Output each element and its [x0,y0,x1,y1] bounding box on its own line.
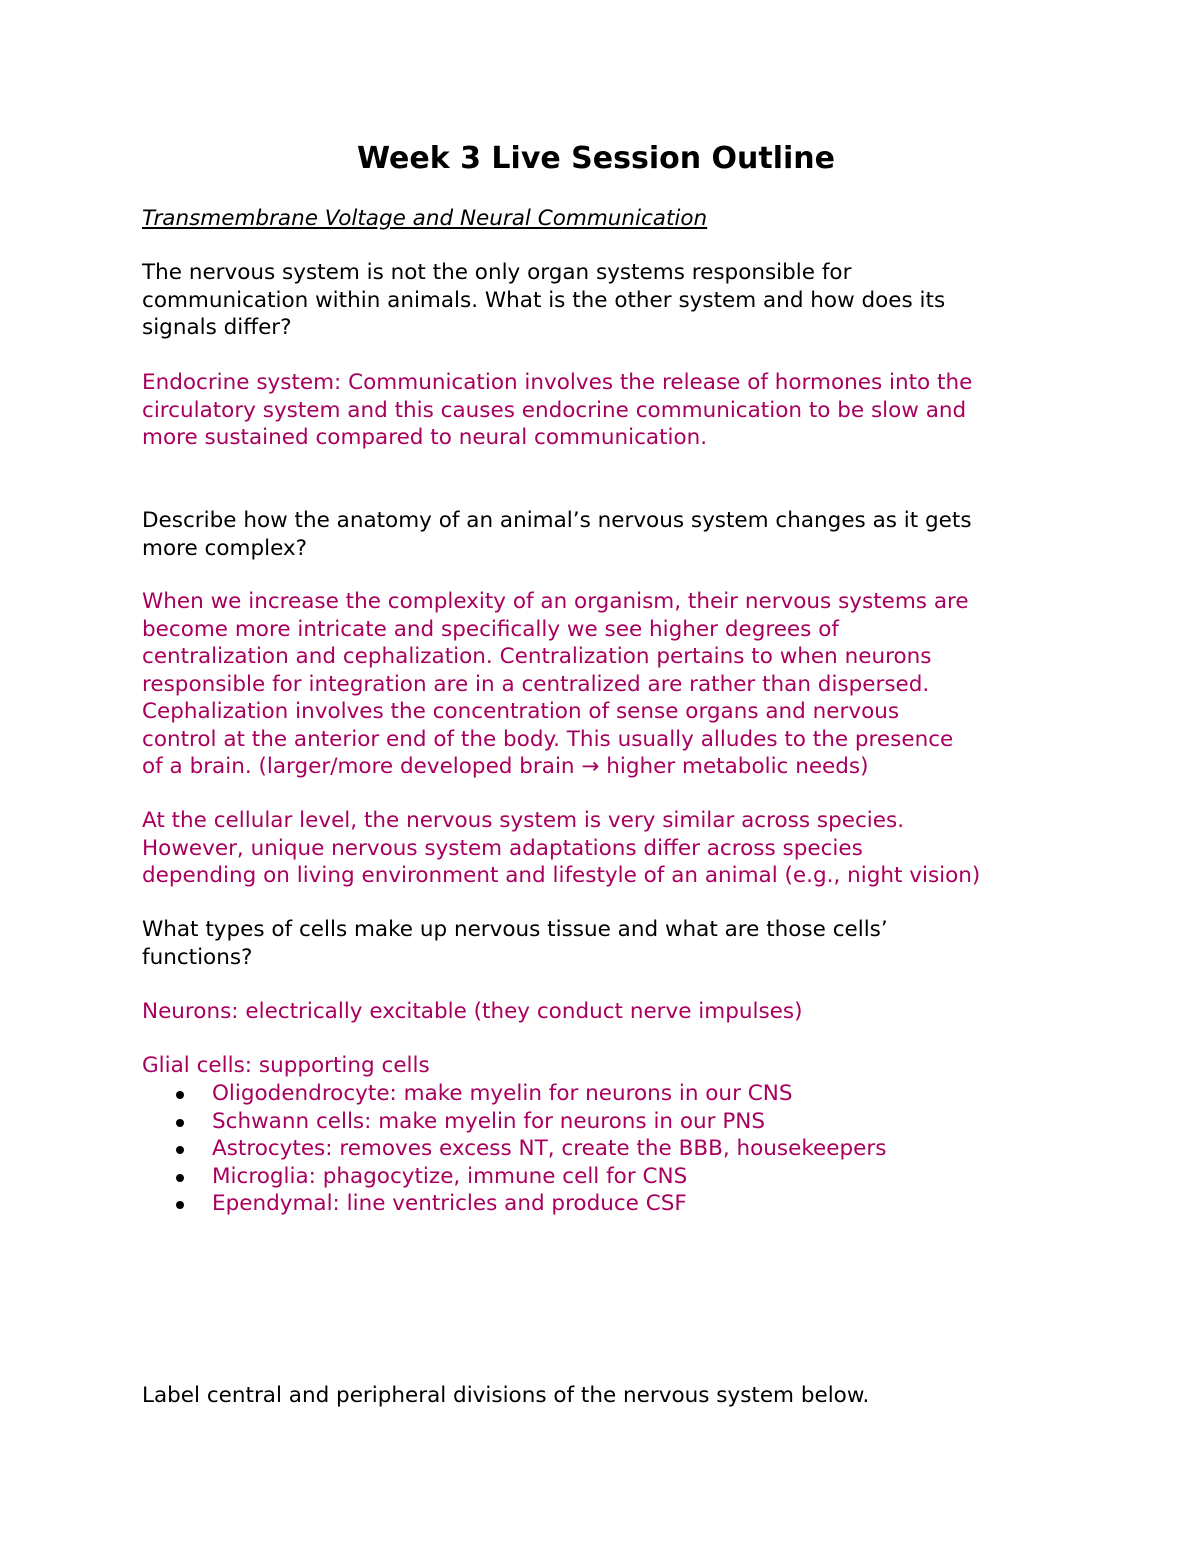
answer-1-line: circulatory system and this causes endocrine communication to be slow and [142,397,967,423]
bullet-icon [176,1146,184,1154]
final-prompt [142,1382,1072,1410]
bullet-icon [176,1201,184,1209]
question-1-line: signals differ? [142,315,292,340]
list-item-text: Schwann cells: make myelin for neurons in our PNS [212,1108,766,1134]
answer-1-line: Endocrine system: Communication involves the release of hormones into the [142,370,973,395]
answer-2-line: become more intricate and specifically we see higher degrees of [142,616,839,642]
question-2 [142,507,1072,562]
answer-2-line: control at the anterior end of the body. This usually alludes to the presence [142,726,954,752]
bullet-icon [176,1119,184,1127]
answer-2-line: When we increase the complexity of an organism, their nervous systems are [142,589,969,614]
answer-2-line: Cephalization involves the concentration of sense organs and nervous [142,699,900,724]
bullet-icon [176,1091,184,1099]
question-3-line: What types of cells make up nervous tissue and what are those cells’ [142,917,888,942]
section-subtitle: Transmembrane Voltage and Neural Communication [142,206,708,231]
list-item-text: Oligodendrocyte: make myelin for neurons in our CNS [212,1081,793,1106]
glial-heading [142,1052,1072,1080]
glial-heading-line: Glial cells: supporting cells [142,1053,430,1078]
answer-2-line: centralization and cephalization. Centralization pertains to when neurons [142,644,932,669]
answer-3 [142,807,1072,890]
answer-3-line: At the cellular level, the nervous system is very similar across species. [142,808,905,833]
list-item-text: Ependymal: line ventricles and produce CSF [212,1191,687,1216]
answer-2-last-line [142,753,1072,781]
list-item [142,1135,886,1163]
list-item [142,1163,886,1191]
answer-3-line: However, unique nervous system adaptations differ across species [142,835,863,861]
list-item-text: Microglia: phagocytize, immune cell for CNS [212,1163,688,1189]
answer-1-line: more sustained compared to neural communication. [142,425,708,450]
final-prompt-line: Label central and peripheral divisions of the nervous system below. [142,1383,870,1408]
question-1-line: The nervous system is not the only organ systems responsible for [142,260,852,285]
glial-cell-list [142,1080,886,1218]
neurons-answer [142,998,1072,1026]
bullet-icon [176,1174,184,1182]
question-1 [142,259,1072,342]
answer-1 [142,369,1072,452]
answer-3-line: depending on living environment and lifestyle of an animal (e.g., night vision) [142,863,981,888]
answer-2-line: responsible for integration are in a centralized are rather than dispersed. [142,671,930,697]
list-item [142,1108,886,1136]
arrow-right-icon: → [581,754,600,779]
answer-2-text: higher metabolic needs) [599,754,869,779]
answer-2-text: of a brain. (larger/more developed brain [142,754,582,779]
list-item [142,1080,886,1108]
neurons-line: Neurons: electrically excitable (they conduct nerve impulses) [142,999,803,1024]
question-3-line: functions? [142,944,253,970]
question-1-line: communication within animals. What is the other system and how does its [142,287,946,313]
list-item-text: Astrocytes: removes excess NT, create the BBB, housekeepers [212,1136,887,1161]
question-3 [142,916,1072,971]
list-item [142,1190,886,1218]
answer-2 [142,588,1072,781]
page-title: Week 3 Live Session Outline [356,141,835,176]
question-2-line: Describe how the anatomy of an animal’s nervous system changes as it gets [142,508,972,533]
question-2-line: more complex? [142,535,308,561]
